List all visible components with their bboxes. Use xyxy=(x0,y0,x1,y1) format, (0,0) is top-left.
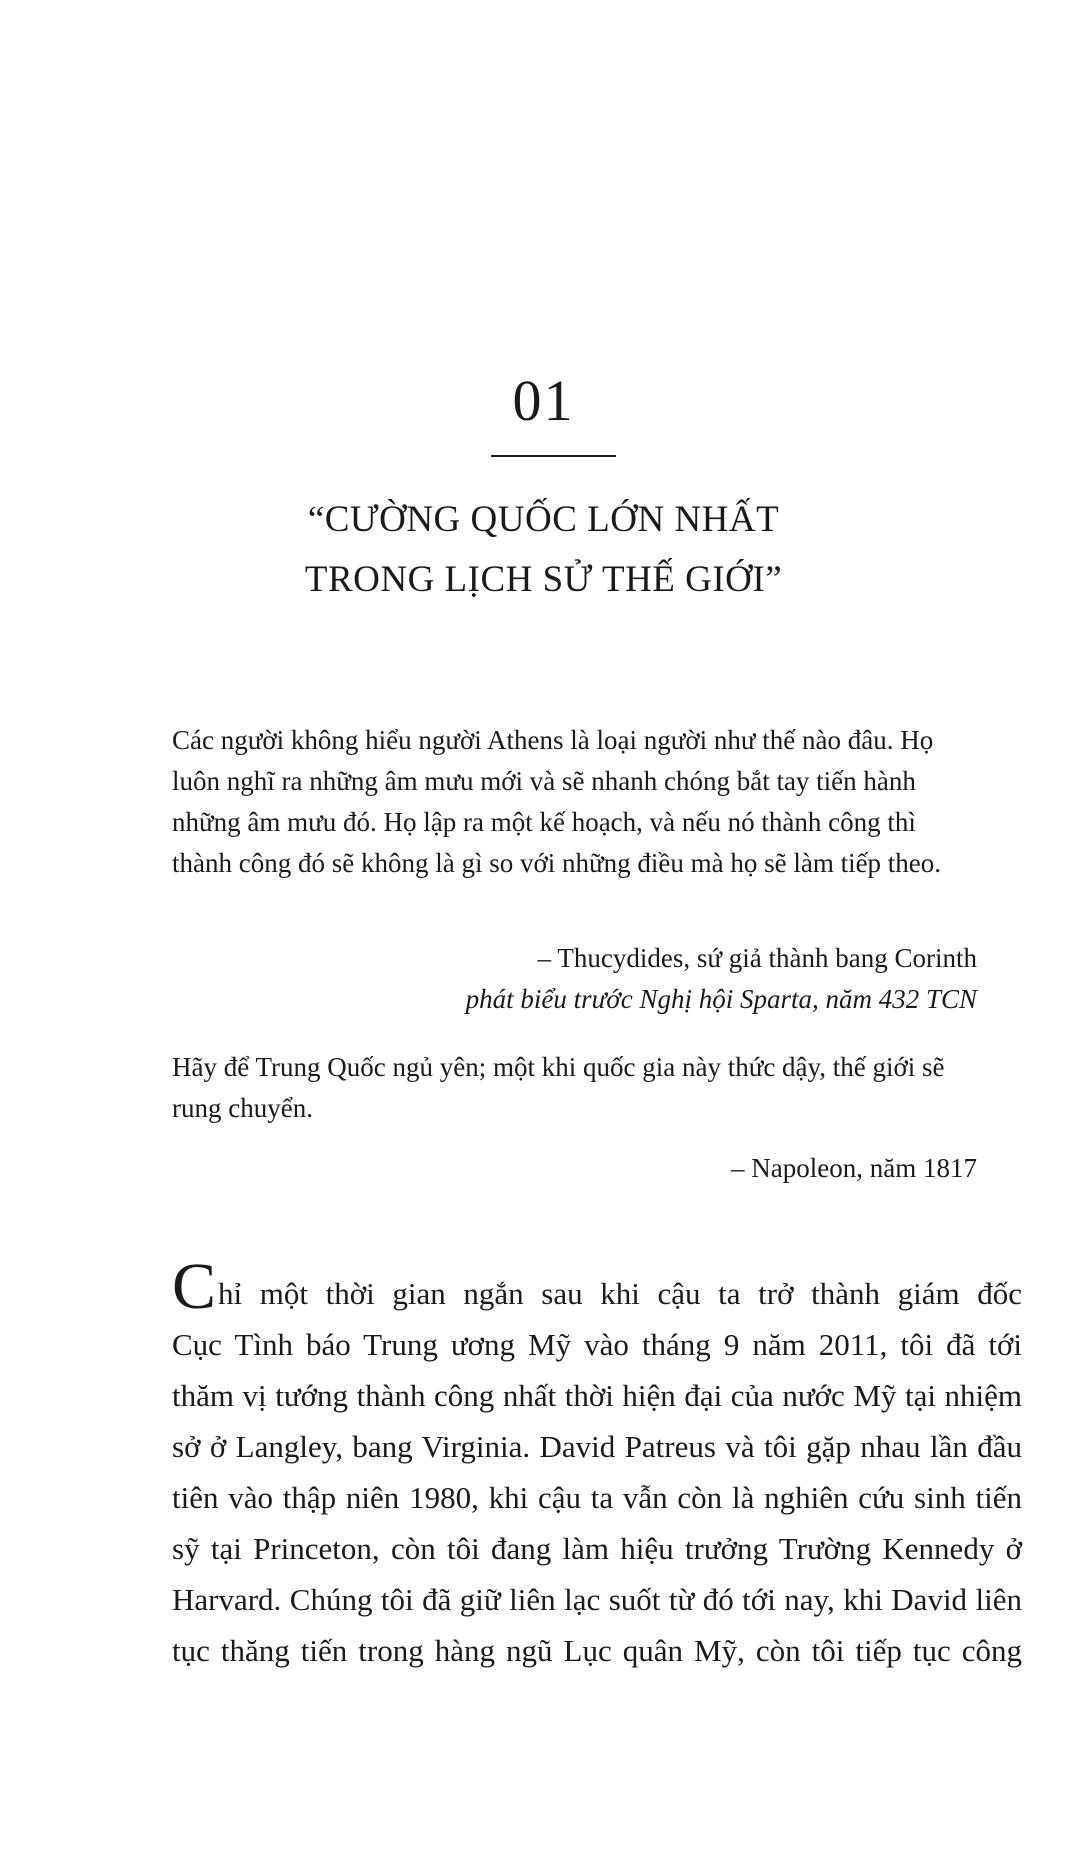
body-paragraph xyxy=(172,1250,1022,1676)
body-line: tục thăng tiến trong hàng ngũ Lục quân Mỹ, còn tôi tiếp tục công xyxy=(172,1633,1022,1668)
chapter-title xyxy=(0,490,1087,610)
epigraph-quote: Các người không hiểu người Athens là loại người như thế nào đâu. Họ luôn nghĩ ra những âm mưu mới và sẽ nhanh chóng bắt tay tiến hành những âm mưu đó. Họ lập ra một kế hoạch, và nếu nó thành công thì thành công đó sẽ không là gì so với những điều mà họ sẽ làm tiếp theo. xyxy=(172,725,942,878)
body-line: Harvard. Chúng tôi đã giữ liên lạc suốt từ đó tới nay, khi David liên xyxy=(172,1582,1022,1617)
chapter-number: 01 xyxy=(512,368,575,433)
body-line: sỹ tại Princeton, còn tôi đang làm hiệu trưởng Trường Kennedy ở xyxy=(172,1531,1022,1566)
body-line xyxy=(172,1250,1022,1323)
chapter-title-line: TRONG LỊCH SỬ THẾ GIỚI” xyxy=(304,559,783,600)
epigraph-quote: Hãy để Trung Quốc ngủ yên; một khi quốc gia này thức dậy, thế giới sẽ rung chuyển. xyxy=(172,1052,945,1123)
body-line: Cục Tình báo Trung ương Mỹ vào tháng 9 năm 2011, tôi đã tới xyxy=(172,1327,1022,1362)
attribution-author: – Thucydides, sứ giả thành bang Corinth xyxy=(537,943,977,973)
chapter-divider xyxy=(491,455,616,457)
epigraph-attribution xyxy=(731,1148,977,1189)
attribution-author: – Napoleon, năm 1817 xyxy=(731,1153,977,1183)
drop-cap: C xyxy=(172,1250,217,1323)
epigraph-attribution xyxy=(466,938,977,1020)
body-line: sở ở Langley, bang Virginia. David Patreus và tôi gặp nhau lần đầu xyxy=(172,1429,1022,1464)
body-line-text: hỉ một thời gian ngắn sau khi cậu ta trở thành giám đốc xyxy=(218,1276,1022,1311)
body-line: tiên vào thập niên 1980, khi cậu ta vẫn còn là nghiên cứu sinh tiến xyxy=(172,1480,1022,1515)
chapter-title-line: “CƯỜNG QUỐC LỚN NHẤT xyxy=(307,499,780,540)
attribution-context: phát biểu trước Nghị hội Sparta, năm 432 TCN xyxy=(465,984,977,1014)
body-line: thăm vị tướng thành công nhất thời hiện đại của nước Mỹ tại nhiệm xyxy=(172,1378,1022,1413)
